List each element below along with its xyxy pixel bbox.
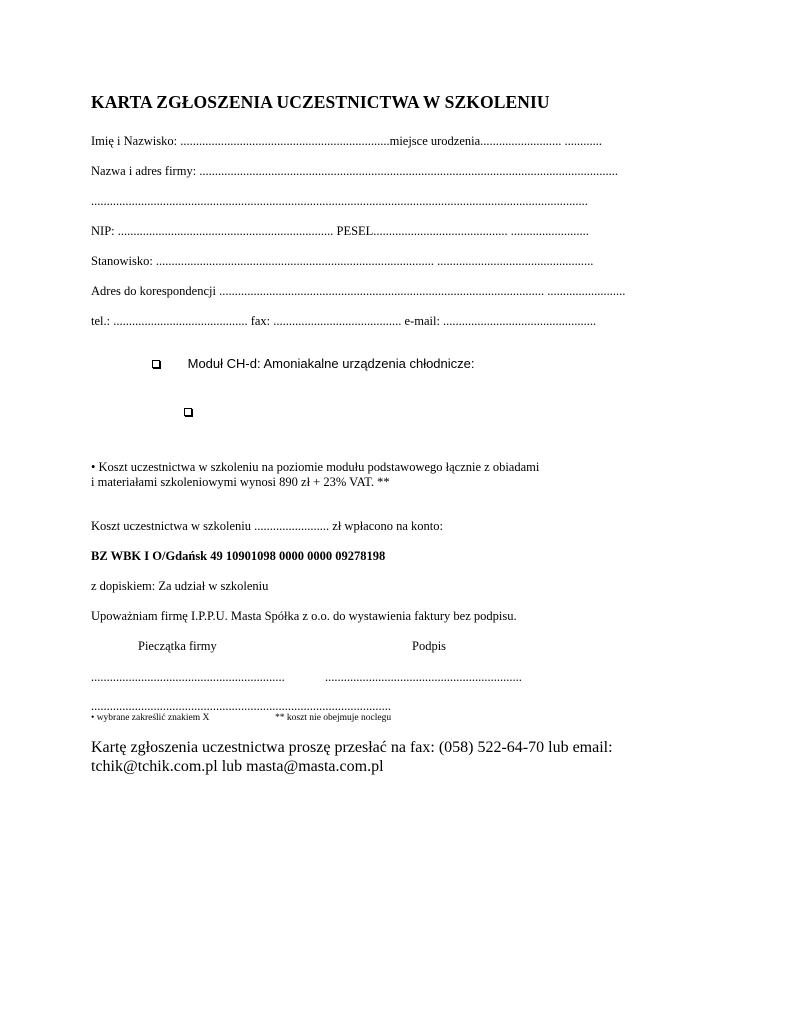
company-name-address-field[interactable]: Nazwa i adres firmy: ...................................................................................................................................... [91, 164, 619, 178]
cost-note-line-2: i materiałami szkoleniowymi wynosi 890 zł + 23% VAT. ** [91, 475, 390, 489]
module-option-1-label: Moduł CH-d: Amoniakalne urządzenia chłodnicze: [187, 356, 475, 371]
company-address-continuation-field[interactable]: ............................................................................................................................................................... [91, 194, 588, 208]
signature-label: Podpis [412, 639, 447, 653]
invoice-authorization: Upoważniam firmę I.P.P.U. Masta Spółka z o.o. do wystawienia faktury bez podpisu. [91, 609, 517, 623]
module-option-2[interactable] [184, 404, 192, 419]
cost-note-line-1: • Koszt uczestnictwa w szkoleniu na poziomie modułu podstawowego łącznie z obiadami [91, 460, 540, 474]
footnote-selection: • wybrane zakreślić znakiem X [91, 713, 210, 723]
additional-dotted-line[interactable]: ................................................................................................ [91, 699, 391, 713]
checkbox-icon[interactable] [184, 408, 192, 416]
payment-cost-field[interactable]: Koszt uczestnictwa w szkoleniu ........................ zł wpłacono na konto: [91, 519, 444, 533]
company-stamp-label: Pieczątka firmy [138, 639, 217, 653]
nip-pesel-field[interactable]: NIP: ..................................................................... PESEL........................................... ......................... [91, 224, 589, 238]
name-birthplace-field[interactable]: Imię i Nazwisko: ...................................................................miejsce urodzenia.......................... ............ [91, 134, 603, 148]
footnote-accommodation: ** koszt nie obejmuje noclegu [275, 713, 392, 723]
payment-note: z dopiskiem: Za udział w szkoleniu [91, 579, 269, 593]
module-option-1[interactable] [152, 356, 475, 371]
submission-instructions-line-1: Kartę zgłoszenia uczestnictwa proszę przesłać na fax: (058) 522-64-70 lub email: [91, 739, 613, 756]
submission-instructions-line-2: tchik@tchik.com.pl lub masta@masta.com.pl [91, 758, 384, 775]
form-title: KARTA ZGŁOSZENIA UCZESTNICTWA W SZKOLENIU [91, 92, 550, 112]
correspondence-address-field[interactable]: Adres do korespondencji ........................................................................................................ ......................... [91, 284, 626, 298]
company-stamp-field[interactable]: .............................................................. [91, 670, 285, 684]
contact-field[interactable]: tel.: ........................................... fax: ......................................... e-mail: ................................................. [91, 314, 597, 328]
checkbox-icon[interactable] [152, 360, 160, 368]
signature-field[interactable]: ............................................................... [325, 670, 522, 684]
position-field[interactable]: Stanowisko: ......................................................................................... .................................................. [91, 254, 594, 268]
bank-account-number: BZ WBK I O/Gdańsk 49 10901098 0000 0000 09278198 [91, 549, 386, 563]
